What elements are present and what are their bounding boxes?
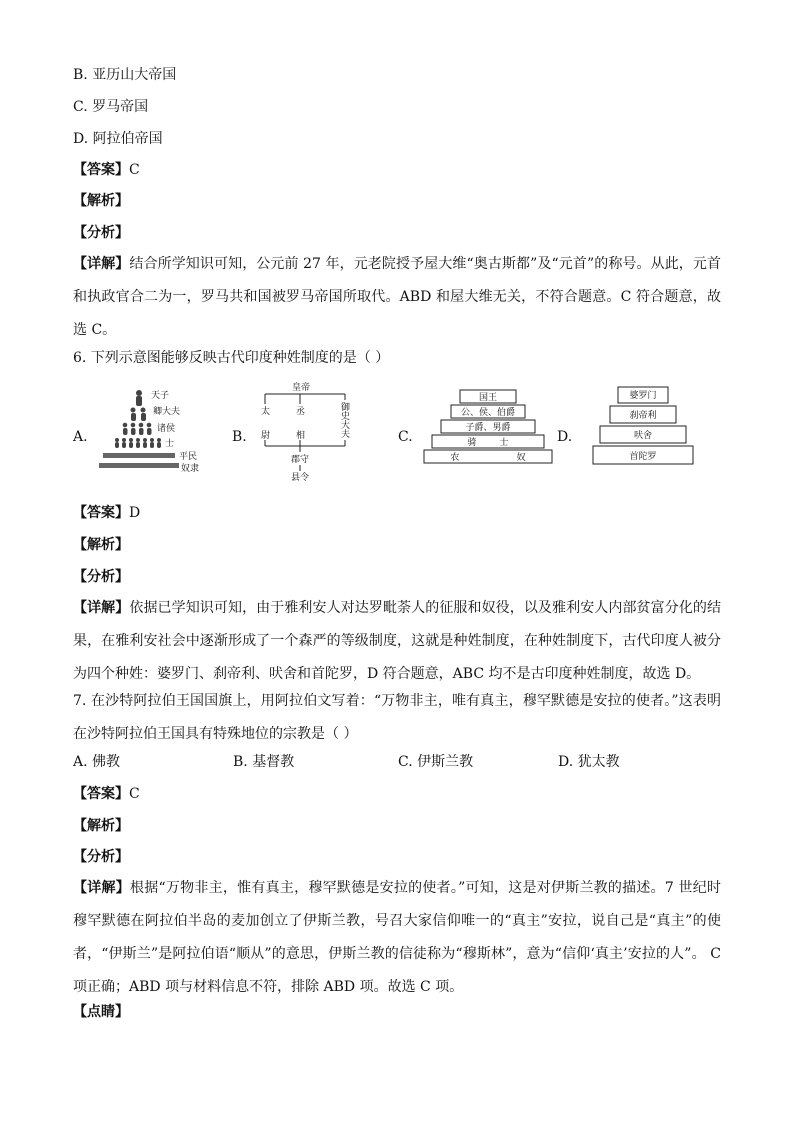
fig-letter-c: C.	[398, 429, 413, 445]
q7-question: 7. 在沙特阿拉伯王国国旗上，用阿拉伯文写着：“万物非主，唯有真主，穆罕默德是安拉的使者。”这表明在沙特阿拉伯王国具有特殊地位的宗教是（ ）	[73, 693, 721, 742]
answer-tag: 【答案】	[73, 786, 129, 802]
dianjing-tag: 【点睛】	[73, 1004, 129, 1020]
fig-letter-b: B.	[232, 429, 247, 445]
fig-a-label: 士	[165, 439, 175, 449]
q5-detail	[73, 248, 721, 347]
fig-a-label: 奴隶	[181, 464, 200, 474]
fenxi-tag: 【分析】	[73, 225, 129, 241]
answer-value: C	[129, 162, 140, 178]
fig-d-label: 刹帝利	[629, 411, 657, 421]
fig-b-label: 夫	[341, 430, 351, 440]
fig-c-label: 子爵、男爵	[465, 423, 511, 433]
option-c: C. 罗马帝国	[73, 99, 149, 115]
fig-b-label: 县令	[291, 473, 310, 483]
detail-tag: 【详解】	[73, 600, 130, 616]
option-d: D. 阿拉伯帝国	[73, 131, 163, 147]
answer-tag: 【答案】	[73, 505, 129, 521]
answer-tag: 【答案】	[73, 162, 129, 178]
fig-a-label: 平民	[179, 452, 198, 462]
fenxi-tag: 【分析】	[73, 569, 129, 585]
fig-a-label: 卿大夫	[153, 407, 181, 417]
fig-b-label: 尉	[261, 431, 271, 441]
fig-letter-a: A.	[73, 429, 88, 445]
fig-c-label: 公、侯、伯爵	[460, 408, 516, 418]
fig-a-label: 天子	[151, 391, 170, 401]
figure-c-feudal-pyramid	[423, 389, 553, 465]
detail-tag: 【详解】	[73, 256, 130, 272]
q6-answer-line	[73, 504, 140, 522]
q7-detail	[73, 872, 721, 1004]
fig-b-label: 史	[341, 412, 351, 422]
detail-text: 依据已学知识可知，由于雅利安人对达罗毗荼人的征服和奴役，以及雅利安人内部贫富分化的结果，在雅利安社会中逐渐形成了一个森严的等级制度，这就是种姓制度，在种姓制度下，古代印度人被分为四个种姓：婆罗门、刹帝利、吠舍和首陀罗，D 符合题意，ABC 均不是古印度种姓制度，故选 D。	[73, 600, 722, 682]
fig-c-label: 国王	[478, 393, 498, 403]
figure-d-varna-pyramid	[592, 386, 694, 466]
fig-b-label: 丞	[296, 407, 306, 417]
q7-option-a: A. 佛教	[73, 754, 121, 770]
figure-a-zhou-hierarchy	[95, 383, 205, 478]
fig-b-label: 太	[261, 407, 271, 417]
detail-text: 根据“万物非主，惟有真主，穆罕默德是安拉的使者。”可知，这是对伊斯兰教的描述。7 世纪时穆罕默德在阿拉伯半岛的麦加创立了伊斯兰教，号召大家信仰唯一的“真主”安拉，说自己是“真主”的使者，“伊斯兰”是阿拉伯语“顺从”的意思，伊斯兰教的信徒称为“穆斯林”，意为“信仰‘真主’安拉的人”。 C 项正确；ABD 项与材料信息不符，排除 ABD 项。故选 C 项。	[73, 880, 722, 995]
q5-answer-line	[73, 161, 140, 179]
q6-detail	[73, 592, 721, 691]
fig-b-label: 大	[341, 421, 351, 431]
jiexi-tag: 【解析】	[73, 537, 129, 553]
fig-letter-d: D.	[557, 429, 573, 445]
jiexi-tag: 【解析】	[73, 818, 129, 834]
figure-b-qin-system	[255, 380, 365, 485]
detail-tag: 【详解】	[73, 880, 130, 896]
fig-c-label: 骑 士	[467, 438, 509, 448]
jiexi-tag: 【解析】	[73, 193, 129, 209]
q6-question: 6. 下列示意图能够反映古代印度种姓制度的是（ ）	[73, 350, 390, 366]
q7-option-c: C. 伊斯兰教	[398, 754, 474, 770]
answer-value: D	[129, 505, 141, 521]
fenxi-tag: 【分析】	[73, 849, 129, 865]
detail-text: 结合所学知识可知，公元前 27 年，元老院授予屋大维“奥古斯都”及“元首”的称号。从此，元首和执政官合二为一，罗马共和国被罗马帝国所取代。ABD 和屋大维无关，不符合题意。C 符合题意，故选 C。	[73, 256, 722, 338]
q7-option-b: B. 基督教	[233, 754, 295, 770]
option-b: B. 亚历山大帝国	[73, 67, 177, 83]
fig-a-label: 诸侯	[157, 424, 176, 434]
fig-b-label: 郡守	[291, 455, 310, 465]
fig-b-label: 皇帝	[292, 383, 311, 393]
fig-d-label: 婆罗门	[629, 391, 657, 401]
fig-d-label: 首陀罗	[629, 452, 657, 462]
answer-value: C	[129, 786, 140, 802]
fig-c-label: 农 奴	[450, 453, 526, 463]
fig-b-label: 相	[296, 431, 306, 441]
q7-option-d: D. 犹太教	[558, 754, 620, 770]
q7-answer-line	[73, 785, 140, 803]
fig-d-label: 吠舍	[633, 431, 653, 441]
fig-b-label: 御	[341, 403, 351, 413]
